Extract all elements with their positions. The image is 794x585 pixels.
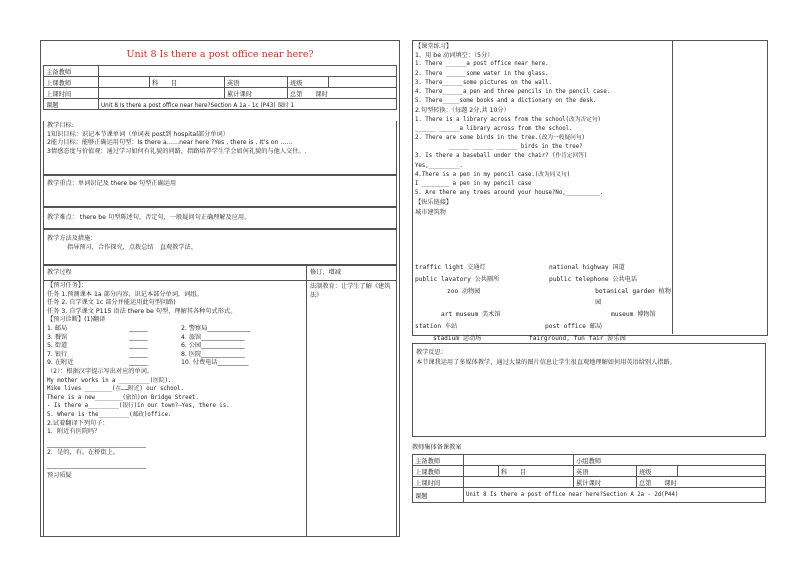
- part2-heading: （2）：根据汉字提示写出对应的单词。: [47, 367, 154, 375]
- topic-value: Unit 8 Is there a post office near here?Section A 1a - 1c (P43) 课时 1: [99, 99, 397, 110]
- fill-item: 5. Where is the_________(邮政)office.: [47, 411, 172, 418]
- fill-item: Mike lives ________(在……附近) our school.: [47, 386, 184, 393]
- time-label: 上课时间: [44, 88, 99, 99]
- transform-item: 2. There are some birds in the tree.(改为一般疑问句): [415, 135, 585, 142]
- teaching-methods: 教学方法及措施： 指导预习，合作探究，点拨总结 直观教学法、: [43, 229, 397, 265]
- lesson2-subject-label: 科 目: [499, 466, 574, 477]
- teacher-label: 上课教师: [44, 77, 99, 88]
- lesson2-teacher-label: 上课教师: [413, 466, 464, 477]
- preview-heading: 【预习任务】：: [47, 282, 88, 289]
- transform-item: ______ ______ ______ birds in the tree?: [449, 144, 583, 151]
- lesson2-subject-value: 英语: [574, 466, 637, 477]
- vocab-row: 7. 银行 ______ 8. 医院 ______________: [47, 350, 245, 358]
- class-label: 班级: [288, 77, 329, 88]
- reflection-text: 本节课我运用了多媒体教学，通过大量的图片信息让学生很直观地理解如何用英语给别人指路。: [416, 359, 676, 366]
- vocab-row: 3. 餐馆 ______ 4. 旅馆 ______________: [47, 333, 245, 341]
- transform-item: 4.There is a pen in my pencil case.(改为同义句): [415, 171, 571, 178]
- classroom-practice: [415, 42, 610, 217]
- transform-item: Yes,_________.: [415, 162, 463, 169]
- preparer-value: [99, 66, 397, 77]
- practice-item: 5. There_____some books and a dictionary on the desk.: [415, 98, 597, 105]
- teaching-goals: 教学目标: 1知识目标：识记本节课单词（单词表 post到 hospital部分单词） 2能力目标：能够正确运用句型：Is there a……near here ?Yes , there is , It’s on …… 3情感态度与价值观：通过学习如何有礼貌的问路，指路培养学生学会如何礼貌的与他人交往。.: [43, 121, 397, 175]
- diag-heading: 【预习诊断】(1)翻译: [47, 316, 106, 324]
- topic-label: 课题: [44, 99, 99, 110]
- reflection-heading: 教学反思：: [416, 349, 447, 356]
- lesson2-cum-label: 累计课时: [574, 477, 637, 488]
- preparer-label: 主备教师: [44, 66, 99, 77]
- side-note: 法制教育：让学生了解《建筑法》: [310, 283, 391, 299]
- practice-item: 4. There______a pen and three pencils in the pencil case.: [415, 89, 611, 96]
- transform-item: 1. There is a library across from the school(改为否定句): [415, 116, 601, 123]
- vocab-row: 9. 在附近 ______ 10. 付费电话 __________: [47, 359, 249, 367]
- lesson2-topic-value: Unit 8 Is there a post office near here?Section A 2a - 2d(P44): [464, 488, 766, 503]
- doubts-label: 预习质疑: [47, 472, 72, 480]
- subject-value: 英语: [225, 77, 288, 88]
- practice-item: 2. There ______some water in the glass.: [415, 70, 549, 77]
- lesson2-heading: 教师集体备课教案: [412, 444, 462, 451]
- sentence-item: 2．是的，有。在桥街上。: [47, 449, 119, 457]
- vocab-row: 1. 邮局 ______ 2. 警察局 ______________: [47, 324, 251, 332]
- reflection-box: [412, 343, 766, 437]
- left-page: [40, 40, 400, 537]
- revise-column: [307, 281, 397, 536]
- sec1-heading: 1、用 be 动词填空：（5分）: [415, 52, 494, 60]
- total-label: 总第 课时: [288, 88, 397, 99]
- right-page: [412, 40, 768, 545]
- lesson2-total-label: 总第 课时: [637, 477, 766, 488]
- practice-item: 1. There ______a post office near here.: [415, 61, 549, 68]
- lesson2-preparer-label: 主备教师: [413, 455, 464, 466]
- cum-label: 累计课时: [225, 88, 288, 99]
- sentence-item: 1．附近有医院吗？: [47, 428, 101, 436]
- side-divider: [672, 40, 673, 334]
- practice-item: 3. There______some pictures on the wall.: [415, 79, 552, 86]
- task-item: 任务 2. 自学课文 1c 部分并能运用此句型问路): [47, 299, 176, 307]
- process-body: 【预习任务】： 任务 1.预测课本 1a 部分内容，识记本部分单词，词组。 任务 2. 自学课文 1c 部分并能运用此句型问路) 任务 3. 自学课文 P115 语法 there be 句型，理解其各种句式形式。 【预习诊断】(1)翻译 1. 邮局 ______ 2. 警察局 ______________ 3. 餐馆 ______ 4. 旅馆 ______________ 5. 街道 ______ 6. 公园 ______________ 7. 银行 ______ 8. 医院 ______________ 9. 在附近 ______ 10. 付费电话 __________ （2）：根据汉字提示写出对应的单词。 My mother works in a _________(医院). Mike lives ________(在……附近) our school. There is a new________(旅馆)on Bridge Street. - Is there a_________(银行)in our town?—Yes, there is. 5. Where is the_________(邮政)office. 2.试着翻译下列句子： 1．附近有医院吗？ ________________________________ 2．是的，有。在桥街上。 ________________________________ 预习质疑: [43, 281, 307, 536]
- fun-heading: 【快乐链接】: [415, 199, 453, 207]
- key-points: 教学重点：单词识记及 there be 句型正确运用: [43, 175, 397, 207]
- transform-item: 3. Is there a baseball under the chair? (作肯定回答): [415, 153, 588, 160]
- goal-item: 1知识目标：识记本节课单词（单词表 post到 hospital部分单词）: [47, 130, 229, 138]
- vocab-row: 5. 街道 ______ 6. 公园 ______________: [47, 342, 245, 350]
- fill-item: - Is there a_________(银行)in our town?—Yes, there is.: [47, 403, 230, 410]
- lesson2-info-table: [412, 454, 766, 503]
- lesson2-time-label: 上课时间: [413, 477, 464, 488]
- lesson-info-table: [43, 65, 397, 110]
- difficulties: 教学难点： there be 句型陈述句，否定句，一般疑问句正确理解及应用。: [43, 207, 397, 229]
- fun-sub: 城市建筑物: [415, 208, 446, 216]
- transform-item: I ________ a pen in my pencil case: [415, 181, 532, 188]
- task-item: 任务 1.预测课本 1a 部分内容，识记本部分单词，词组。: [47, 290, 203, 298]
- buildings-list: traffic light 交通灯 national highway 国道 public lavatory 公共厕所 public telephone 公共电话 zoo 动物园 botanical garden 植物园 art museum 美术馆 museum 博物馆 station 车站 post office 邮局 stadium 运动场 fairground, fun fair 游乐园: [415, 264, 671, 342]
- lesson2-topic-label: 课题: [413, 488, 464, 503]
- page-title: Unit 8 Is there a post office near here?: [126, 49, 314, 60]
- lesson2-class-label: 班级: [637, 466, 678, 477]
- sec2-heading: 2.句型转换：（每题 2分,共 10分）: [415, 107, 510, 115]
- goal-item: 3情感态度与价值观：通过学习如何有礼貌的问路，指路培养学生学会如何礼貌的与他人交往。.: [47, 147, 307, 155]
- transform-item: 5. Are there any trees around your house?No,__________.: [415, 190, 604, 197]
- goal-item: 2能力目标：能够正确运用句型：Is there a……near here ?Yes , there is , It’s on ……: [47, 139, 293, 147]
- fill-item: My mother works in a _________(医院).: [47, 377, 172, 384]
- classroom-heading: 【课堂练习】: [415, 43, 453, 50]
- process-heading: 教学过程: [43, 265, 307, 281]
- part3-heading: 2.试着翻译下列句子：: [47, 419, 109, 427]
- revise-heading: 修订、增减: [307, 265, 397, 281]
- subject-label: 科 目: [150, 77, 225, 88]
- fill-item: There is a new________(旅馆)on Bridge Street.: [47, 394, 199, 401]
- task-item: 任务 3. 自学课文 P115 语法 there be 句型，理解其各种句式形式。: [47, 307, 237, 315]
- lesson2-group-label: 小组教师: [574, 455, 766, 466]
- transform-item: ______ ______a library across from the school.: [415, 125, 573, 132]
